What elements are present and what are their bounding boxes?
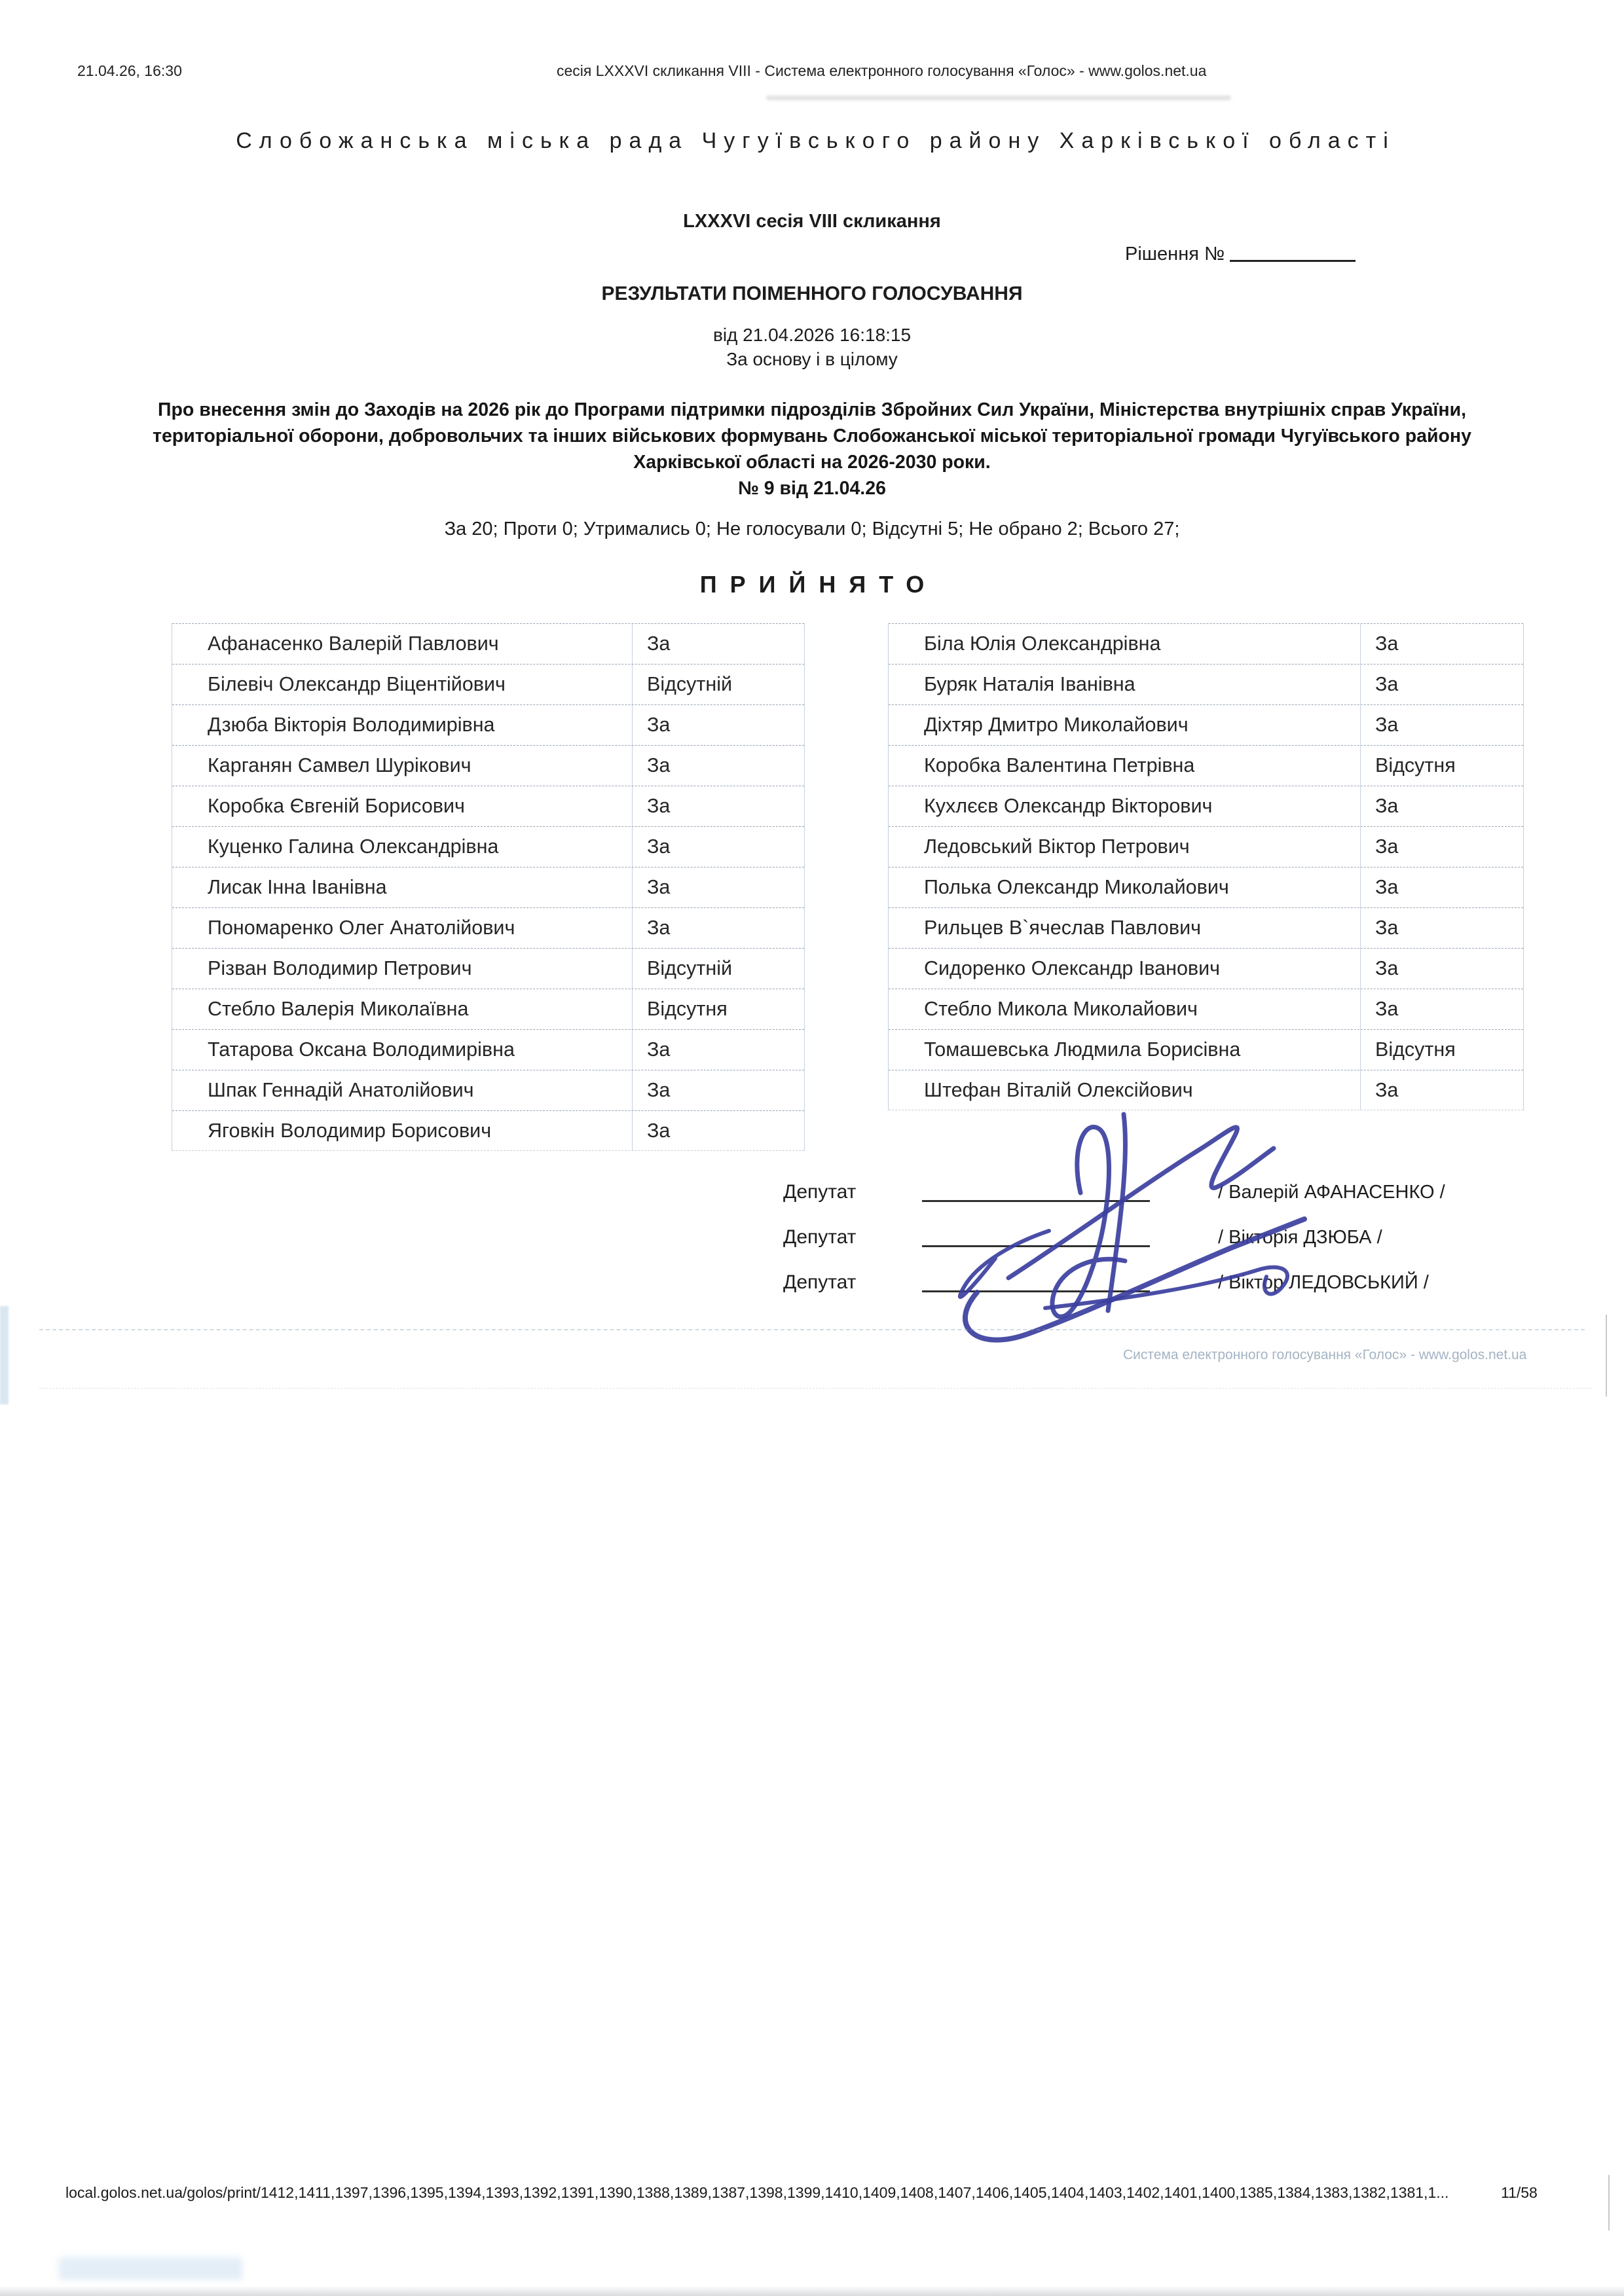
deputy-name: Різван Володимир Петрович — [208, 957, 472, 979]
vote-value: За — [632, 705, 804, 745]
deputy-name: Карганян Самвел Шурікович — [208, 754, 471, 776]
signatory-name: / Валерій АФАНАСЕНКО / — [1218, 1182, 1445, 1203]
table-row — [889, 867, 1523, 907]
vote-value: За — [632, 908, 804, 948]
vote-table-left — [172, 623, 805, 1151]
deputy-name: Стебло Микола Миколайович — [924, 998, 1198, 1020]
vote-value: За — [1360, 705, 1523, 745]
scan-streak — [0, 1306, 9, 1404]
scan-smudge — [766, 96, 1231, 100]
table-row — [172, 1070, 804, 1110]
deputy-name: Білевіч Олександр Віцентійович — [208, 673, 506, 695]
subject-number: № 9 від 21.04.26 — [738, 478, 886, 499]
signatory-name: / Віктор ЛЕДОВСЬКИЙ / — [1218, 1272, 1429, 1293]
deputy-name: Томашевська Людмила Борисівна — [924, 1038, 1241, 1061]
scan-line — [1606, 1315, 1607, 1396]
deputy-name: Лисак Інна Іванівна — [208, 876, 387, 898]
vote-value: За — [632, 827, 804, 867]
results-heading: РЕЗУЛЬТАТИ ПОІМЕННОГО ГОЛОСУВАННЯ — [601, 283, 1023, 304]
table-row — [889, 786, 1523, 826]
subject-text: Про внесення змін до Заходів на 2026 рік до Програми підтримки підрозділів Збройних Сил України, Міністерства внутрішніх справ України, територіальної оборони, добровольчих та інших військових формувань Слобожанської міської територіальної громади Чугуївського району Харківської області на 2026-2030 роки. — [153, 399, 1471, 473]
deputy-name: Коробка Валентина Петрівна — [924, 754, 1195, 776]
deputy-name: Кухлєєв Олександр Вікторович — [924, 795, 1213, 817]
table-row — [889, 948, 1523, 989]
vote-value: За — [632, 867, 804, 907]
vote-value: За — [1360, 827, 1523, 867]
vote-value: За — [1360, 989, 1523, 1029]
deputy-name: Ледовський Віктор Петрович — [924, 835, 1190, 858]
vote-value: За — [632, 1111, 804, 1150]
deputy-name: Стебло Валерія Миколаївна — [208, 998, 469, 1020]
decision-number-blank — [1230, 260, 1356, 262]
deputy-name: Діхтяр Дмитро Миколайович — [924, 714, 1189, 736]
deputy-name: Буряк Наталія Іванівна — [924, 673, 1135, 695]
vote-value: За — [632, 1070, 804, 1110]
print-footer-page-number: 11/58 — [1501, 2184, 1538, 2201]
vote-value: За — [632, 1030, 804, 1070]
deputy-role-label: Депутат — [783, 1226, 857, 1248]
decision-label: Рішення № — [1125, 244, 1225, 264]
deputy-name: Пономаренко Олег Анатолійович — [208, 917, 515, 939]
scan-line — [1608, 2175, 1610, 2231]
scan-faint-line — [39, 1388, 1591, 1389]
vote-value: За — [1360, 665, 1523, 704]
table-row — [172, 1110, 804, 1151]
signature-rows — [783, 1172, 1530, 1316]
table-row — [172, 867, 804, 907]
signatory-name: / Вікторія ДЗЮБА / — [1218, 1227, 1382, 1248]
print-header-datetime: 21.04.26, 16:30 — [77, 62, 182, 79]
table-row — [172, 948, 804, 989]
deputy-name: Шпак Геннадій Анатолійович — [208, 1079, 474, 1101]
vote-value: За — [1360, 786, 1523, 826]
vote-value: За — [632, 624, 804, 664]
result-heading: ПРИЙНЯТО — [699, 571, 938, 598]
deputy-name: Штефан Віталій Олексійович — [924, 1079, 1193, 1101]
table-row — [889, 1029, 1523, 1070]
table-row — [889, 907, 1523, 948]
table-row — [889, 623, 1523, 664]
vote-value: За — [632, 746, 804, 786]
vote-table-right — [888, 623, 1524, 1110]
deputy-role-label: Депутат — [783, 1271, 857, 1293]
vote-value: Відсутня — [632, 989, 804, 1029]
council-title: Слобожанська міська рада Чугуївського району Харківської області — [236, 128, 1395, 153]
vote-value: Відсутня — [1360, 746, 1523, 786]
table-row — [172, 907, 804, 948]
table-row — [172, 786, 804, 826]
signature-line — [922, 1200, 1150, 1202]
signature-row — [783, 1172, 1530, 1212]
vote-value: За — [1360, 624, 1523, 664]
table-row — [889, 745, 1523, 786]
vote-value: За — [1360, 949, 1523, 989]
system-watermark: Система електронного голосування «Голос» - www.golos.net.ua — [1123, 1347, 1527, 1362]
deputy-name: Коробка Євгеній Борисович — [208, 795, 465, 817]
table-row — [172, 826, 804, 867]
subject-block — [101, 397, 1522, 501]
vote-value: Відсутній — [632, 665, 804, 704]
deputy-name: Сидоренко Олександр Іванович — [924, 957, 1221, 979]
deputy-name: Яговкін Володимир Борисович — [208, 1120, 492, 1142]
deputy-name: Афанасенко Валерій Павлович — [208, 632, 499, 655]
table-row — [172, 745, 804, 786]
vote-totals: За 20; Проти 0; Утримались 0; Не голосували 0; Відсутні 5; Не обрано 2; Всього 27; — [444, 519, 1180, 539]
table-row — [172, 704, 804, 745]
table-row — [172, 623, 804, 664]
decision-number-row — [1125, 244, 1356, 265]
vote-value: За — [1360, 1070, 1523, 1110]
deputy-name: Татарова Оксана Володимирівна — [208, 1038, 515, 1061]
table-row — [889, 704, 1523, 745]
deputy-name: Куценко Галина Олександрівна — [208, 835, 499, 858]
session-heading: LXXXVI сесія VIII скликання — [683, 211, 941, 232]
deputy-name: Полька Олександр Миколайович — [924, 876, 1229, 898]
vote-value: За — [1360, 908, 1523, 948]
deputy-name: Рильцев В`ячеслав Павлович — [924, 917, 1202, 939]
table-row — [889, 826, 1523, 867]
signature-row — [783, 1217, 1530, 1258]
table-row — [172, 664, 804, 704]
table-row — [889, 989, 1523, 1029]
scan-smudge — [59, 2257, 242, 2280]
signature-line — [922, 1245, 1150, 1247]
vote-basis: За основу і в цілому — [726, 349, 898, 369]
scan-smudge — [0, 2286, 1624, 2296]
vote-value: За — [1360, 867, 1523, 907]
table-row — [172, 989, 804, 1029]
scan-faint-line — [39, 1329, 1585, 1330]
vote-datetime: від 21.04.2026 16:18:15 — [712, 325, 912, 345]
print-footer-url: local.golos.net.ua/golos/print/1412,1411,1397,1396,1395,1394,1393,1392,1391,1390,1388,1389,1387,1398,1399,1410,1409,1408,1407,1406,1405,1404,1403,1402,1401,1400,1385,1384,1383,1382,1381,1... — [65, 2184, 1449, 2201]
table-row — [889, 664, 1523, 704]
print-header-title: сесія LXXXVI скликання VIII - Система електронного голосування «Голос» - www.golos.net.ua — [557, 62, 1207, 79]
signature-line — [922, 1290, 1150, 1292]
signature-row — [783, 1262, 1530, 1303]
table-row — [172, 1029, 804, 1070]
table-row — [889, 1070, 1523, 1110]
vote-value: Відсутня — [1360, 1030, 1523, 1070]
deputy-name: Дзюба Вікторія Володимирівна — [208, 714, 495, 736]
deputy-role-label: Депутат — [783, 1181, 857, 1203]
deputy-name: Біла Юлія Олександрівна — [924, 632, 1161, 655]
vote-value: Відсутній — [632, 949, 804, 989]
vote-value: За — [632, 786, 804, 826]
